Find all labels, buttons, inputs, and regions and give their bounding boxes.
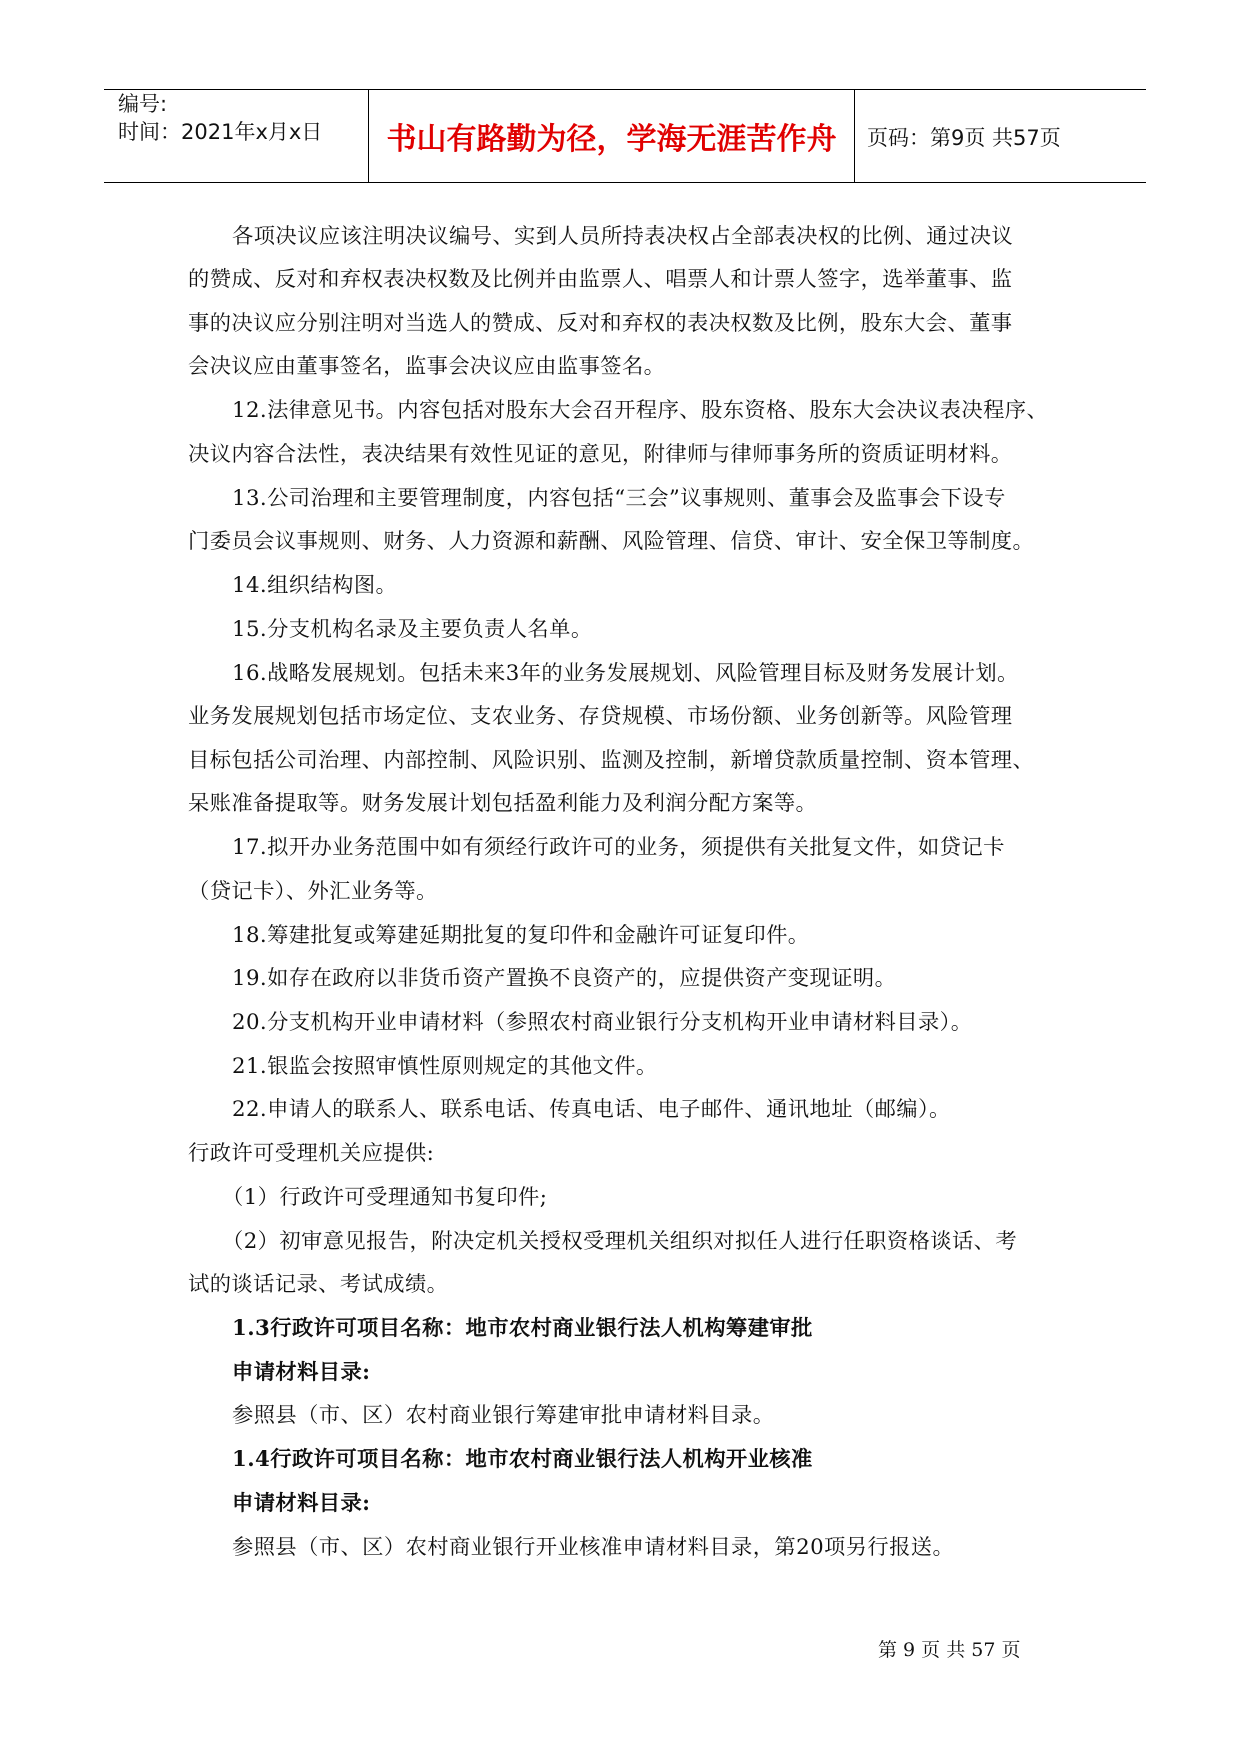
header-page-cell bbox=[855, 90, 1146, 182]
body-line: 16.战略发展规划。包括未来3年的业务发展规划、风险管理目标及财务发展计划。 bbox=[232, 661, 1019, 686]
document-number-label: 编号: bbox=[118, 92, 168, 116]
header-left-cell bbox=[104, 90, 368, 182]
body-line: 15.分支机构名录及主要负责人名单。 bbox=[232, 617, 593, 642]
body-line: 会决议应由董事签名，监事会决议应由监事签名。 bbox=[188, 354, 666, 379]
page-header bbox=[104, 89, 1146, 183]
body-line: 18.筹建批复或筹建延期批复的复印件和金融许可证复印件。 bbox=[232, 923, 810, 948]
header-motto: 书山有路勤为径，学海无涯苦作舟 bbox=[386, 122, 837, 157]
header-page-info: 页码：第9页 共57页 bbox=[867, 126, 1061, 150]
body-line: 各项决议应该注明决议编号、实到人员所持表决权占全部表决权的比例、通过决议 bbox=[232, 224, 1014, 249]
body-line: 12.法律意见书。内容包括对股东大会召开程序、股东资格、股东大会决议表决程序、 bbox=[232, 398, 1049, 423]
body-line: 17.拟开办业务范围中如有须经行政许可的业务，须提供有关批复文件，如贷记卡 bbox=[232, 835, 1005, 860]
body-line: 的赞成、反对和弃权表决权数及比例并由监票人、唱票人和计票人签字，选举董事、监 bbox=[188, 267, 1013, 292]
body-line: 决议内容合法性，表决结果有效性见证的意见，附律师与律师事务所的资质证明材料。 bbox=[188, 442, 1013, 467]
body-line: 13.公司治理和主要管理制度，内容包括“三会”议事规则、董事会及监事会下设专 bbox=[232, 486, 1006, 511]
body-line: 22.申请人的联系人、联系电话、传真电话、电子邮件、通讯地址（邮编）。 bbox=[232, 1097, 951, 1122]
body-line: 行政许可受理机关应提供: bbox=[188, 1141, 435, 1166]
body-line: （2）初审意见报告，附决定机关授权受理机关组织对拟任人进行任职资格谈话、考 bbox=[222, 1229, 1018, 1254]
body-line: 14.组织结构图。 bbox=[232, 573, 398, 598]
body-line: 门委员会议事规则、财务、人力资源和薪酬、风险管理、信贷、审计、安全保卫等制度。 bbox=[188, 529, 1035, 554]
document-time-label: 时间：2021年x月x日 bbox=[118, 120, 323, 144]
body-line: 试的谈话记录、考试成绩。 bbox=[188, 1272, 449, 1297]
body-line: 21.银监会按照审慎性原则规定的其他文件。 bbox=[232, 1054, 658, 1079]
body-line: 目标包括公司治理、内部控制、风险识别、监测及控制，新增贷款质量控制、资本管理、 bbox=[188, 748, 1035, 773]
body-line: 业务发展规划包括市场定位、支农业务、存贷规模、市场份额、业务创新等。风险管理 bbox=[188, 704, 1013, 729]
body-line: 参照县（市、区）农村商业银行筹建审批申请材料目录。 bbox=[232, 1403, 775, 1428]
body-line: （贷记卡）、外汇业务等。 bbox=[188, 879, 438, 904]
body-line: 呆账准备提取等。财务发展计划包括盈利能力及利润分配方案等。 bbox=[188, 791, 818, 816]
body-line: （1）行政许可受理通知书复印件; bbox=[222, 1185, 548, 1210]
body-line: 19.如存在政府以非货币资产置换不良资产的，应提供资产变现证明。 bbox=[232, 966, 897, 991]
page-footer: 第 9 页 共 57 页 bbox=[878, 1639, 1021, 1661]
materials-heading: 申请材料目录: bbox=[232, 1491, 371, 1516]
body-line: 参照县（市、区）农村商业银行开业核准申请材料目录，第20项另行报送。 bbox=[232, 1535, 955, 1560]
section-heading: 1.4行政许可项目名称：地市农村商业银行法人机构开业核准 bbox=[232, 1447, 813, 1472]
body-line: 20.分支机构开业申请材料（参照农村商业银行分支机构开业申请材料目录）。 bbox=[232, 1010, 973, 1035]
section-heading: 1.3行政许可项目名称：地市农村商业银行法人机构筹建审批 bbox=[232, 1316, 813, 1341]
header-motto-cell bbox=[368, 90, 855, 182]
body-line: 事的决议应分别注明对当选人的赞成、反对和弃权的表决权数及比例，股东大会、董事 bbox=[188, 311, 1013, 336]
materials-heading: 申请材料目录: bbox=[232, 1360, 371, 1385]
